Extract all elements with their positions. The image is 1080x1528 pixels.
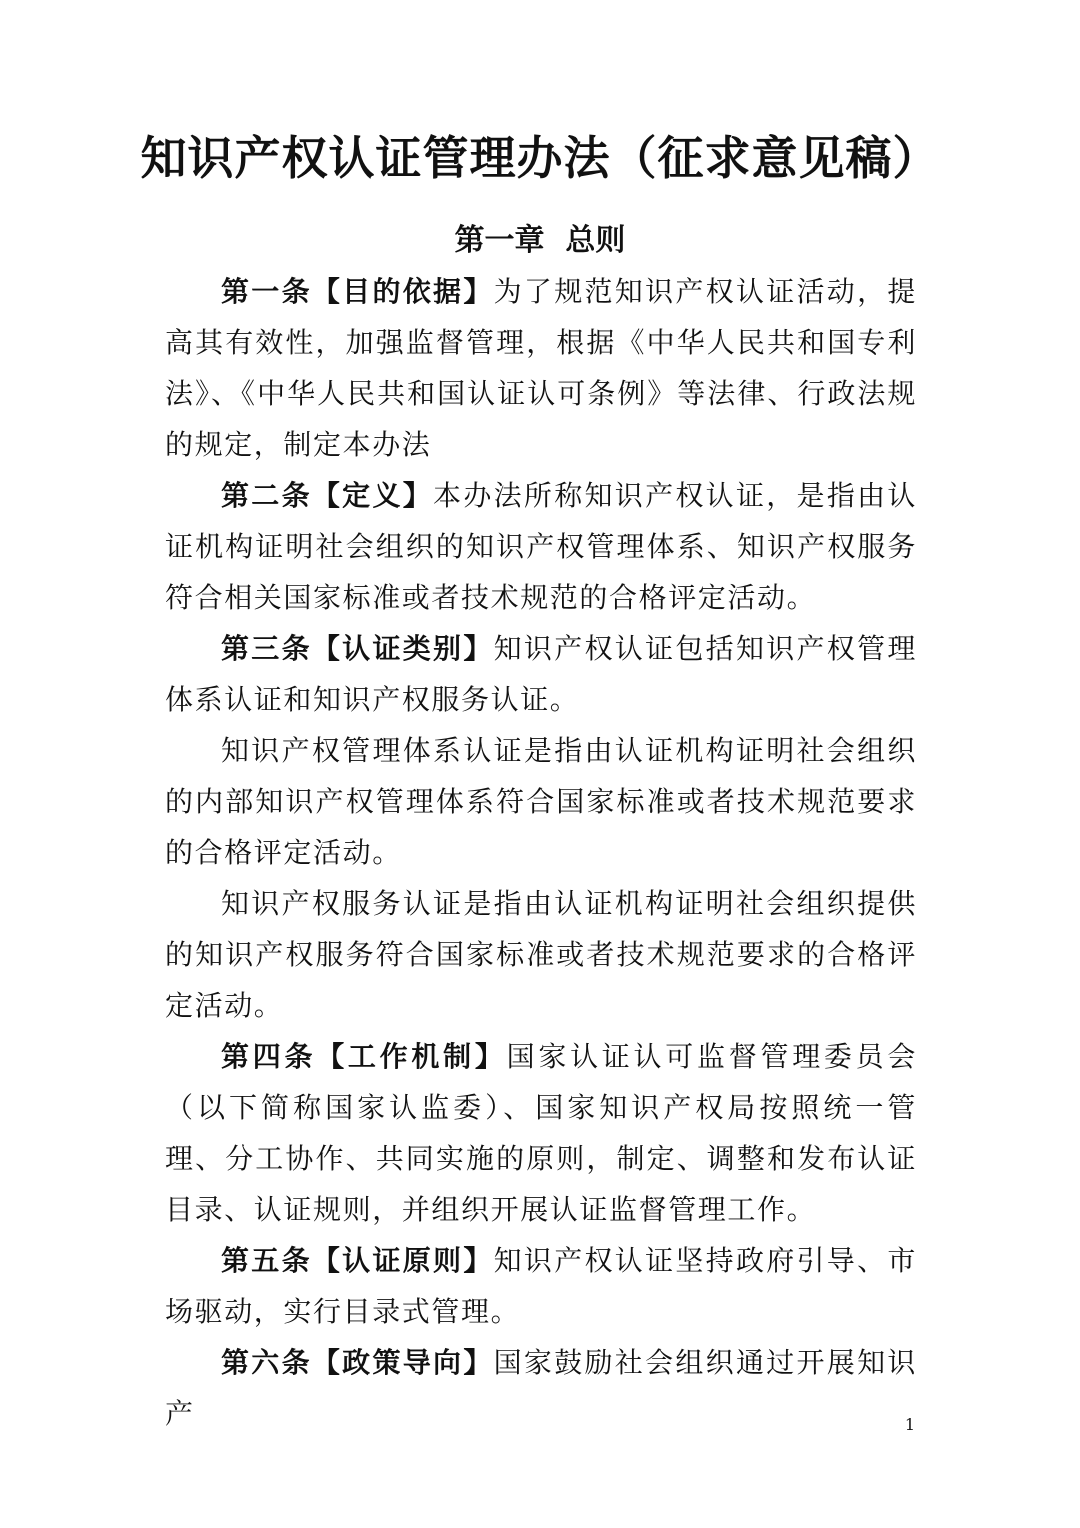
article-3	[165, 623, 917, 725]
article-4	[165, 1031, 917, 1235]
article-text: 知识产权认证包括知识产权管理体系认证和知识产权服务认证。	[165, 632, 917, 716]
article-text: 为了规范知识产权认证活动，提高其有效性，加强监督管理，根据《中华人民共和国专利法》、《中华人民共和国认证认可条例》等法律、行政法规的规定，制定本办法	[165, 275, 917, 461]
article-tag: 【目的依据】	[311, 275, 494, 308]
chapter-heading: 第一章 总则	[454, 223, 626, 258]
paragraph-ip-management-certification: 知识产权管理体系认证是指由认证机构证明社会组织的内部知识产权管理体系符合国家标准或者技术规范要求的合格评定活动。	[165, 734, 917, 869]
article-number: 第三条	[221, 632, 312, 665]
article-1	[165, 266, 917, 470]
article-tag: 【认证原则】	[311, 1244, 494, 1277]
article-number: 第六条	[221, 1346, 312, 1379]
page-number: 1	[904, 1415, 916, 1434]
article-2	[165, 470, 917, 623]
article-tag: 【工作机制】	[316, 1040, 507, 1073]
article-tag: 【政策导向】	[311, 1346, 494, 1379]
article-number: 第五条	[221, 1244, 312, 1277]
article-tag: 【认证类别】	[311, 632, 494, 665]
article-number: 第四条	[221, 1040, 317, 1073]
article-number: 第一条	[221, 275, 312, 308]
article-text: 国家认证认可监督管理委员会（以下简称国家认监委）、国家知识产权局按照统一管理、分工协作、共同实施的原则，制定、调整和发布认证目录、认证规则，并组织开展认证监督管理工作。	[165, 1040, 917, 1226]
article-number: 第二条	[221, 479, 312, 512]
document-title: 知识产权认证管理办法（征求意见稿）	[140, 131, 940, 185]
article-text: 知识产权认证坚持政府引导、市场驱动，实行目录式管理。	[165, 1244, 917, 1328]
article-text: 本办法所称知识产权认证，是指由认证机构证明社会组织的知识产权管理体系、知识产权服务符合相关国家标准或者技术规范的合格评定活动。	[165, 479, 917, 614]
article-6	[165, 1337, 917, 1439]
paragraph-ip-service-certification: 知识产权服务认证是指由认证机构证明社会组织提供的知识产权服务符合国家标准或者技术规范要求的合格评定活动。	[165, 887, 917, 1022]
document-body	[165, 266, 917, 1439]
article-5	[165, 1235, 917, 1337]
article-tag: 【定义】	[311, 479, 434, 512]
article-text: 国家鼓励社会组织通过开展知识产	[165, 1346, 917, 1430]
